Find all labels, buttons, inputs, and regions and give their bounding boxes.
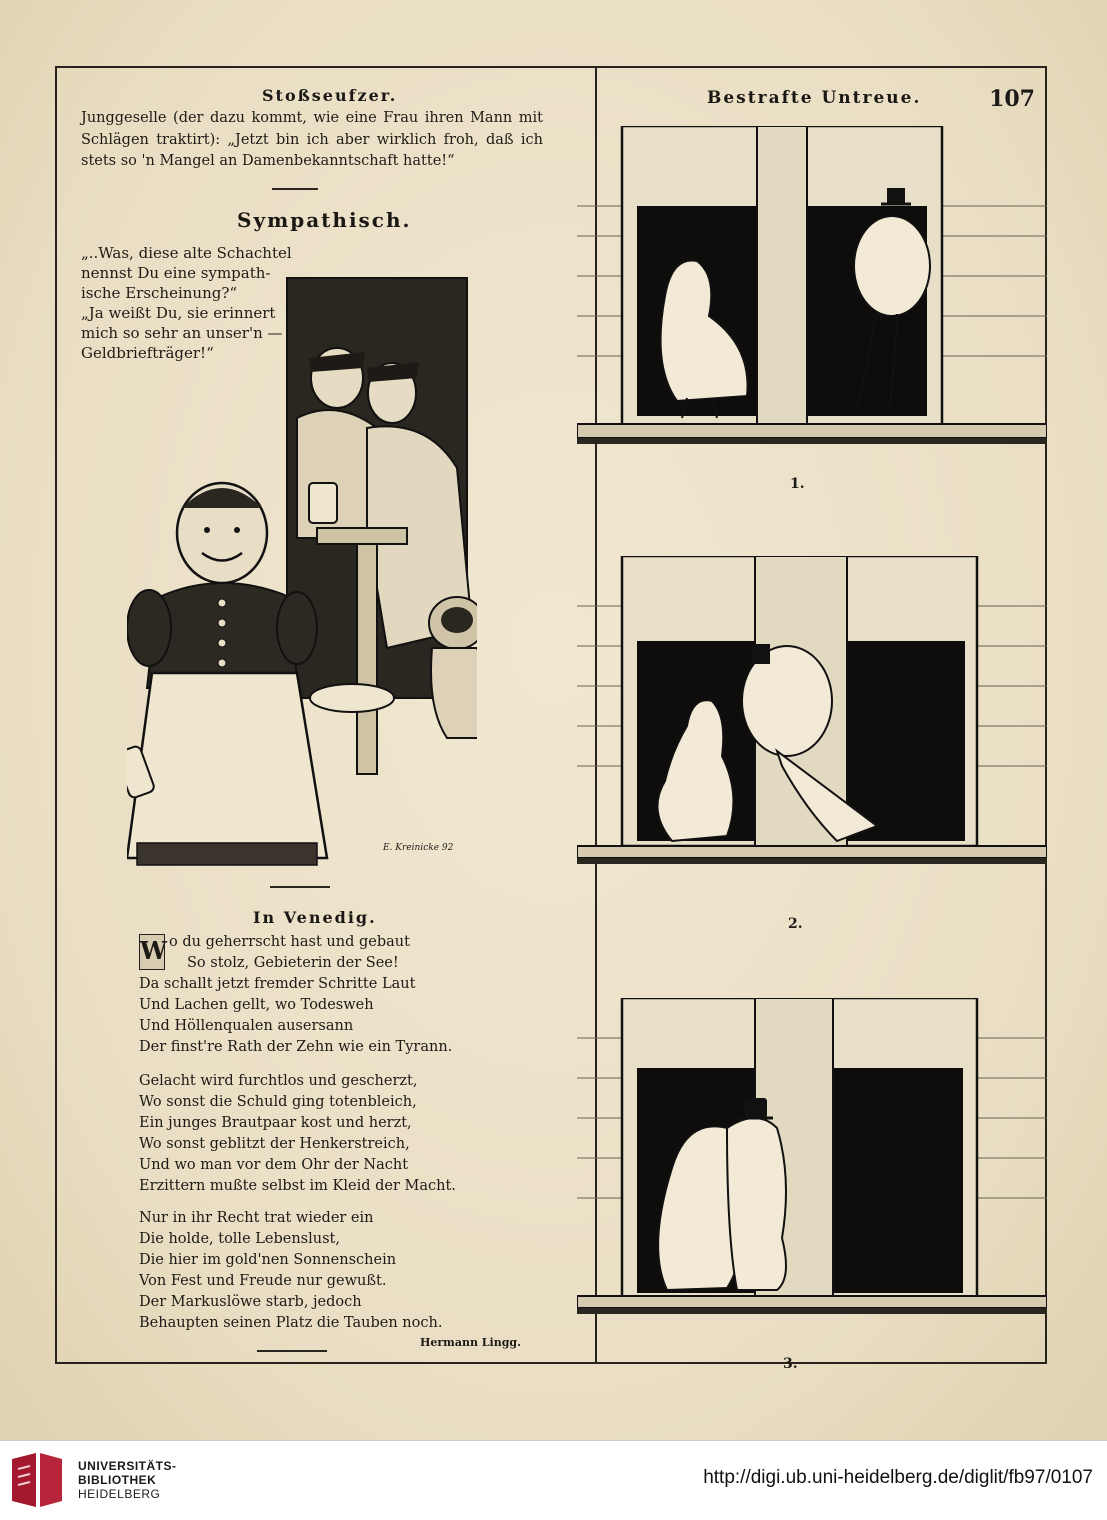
library-name-line: UNIVERSITÄTS-: [78, 1459, 177, 1473]
poem-line: Und wo man vor dem Ohr der Nacht: [139, 1157, 409, 1173]
poem-line: Und Lachen gellt, wo Todesweh: [139, 997, 374, 1013]
divider-rule: [257, 1350, 327, 1352]
poem-line: Behaupten seinen Platz die Tauben noch.: [139, 1315, 443, 1331]
page-number: 107: [989, 86, 1035, 112]
drop-cap-initial: W: [139, 934, 165, 970]
poem-line: Erzittern mußte selbst im Kleid der Macht.: [139, 1178, 456, 1194]
poem-line: o du geherrscht hast und gebaut: [169, 934, 410, 950]
poem-stanza-2: [139, 1071, 456, 1197]
heading-bestrafte-untreue: Bestrafte Untreue.: [707, 88, 922, 108]
library-footer: [0, 1440, 1107, 1520]
page-frame: [55, 66, 1047, 1372]
poem-stanza-1: [139, 932, 452, 1058]
pigeon-panel-2: [577, 556, 1047, 901]
poem-stanza-3: [139, 1208, 442, 1334]
pigeon-panel-1: [577, 126, 1047, 466]
library-name: [78, 1459, 177, 1501]
poem-line: Nur in ihr Recht trat wieder ein: [139, 1210, 374, 1226]
poem-line: Wo sonst geblitzt der Henkerstreich,: [139, 1136, 410, 1152]
caption-line: mich so sehr an unser'n —: [81, 324, 283, 342]
panel-number: 2.: [788, 916, 803, 932]
source-url-link[interactable]: http://digi.ub.uni-heidelberg.de/diglit/fb97/0107: [703, 1467, 1093, 1488]
poem-line: Da schallt jetzt fremder Schritte Laut: [139, 976, 416, 992]
poem-line: Gelacht wird furchtlos und gescherzt,: [139, 1073, 418, 1089]
heading-in-venedig: In Venedig.: [253, 908, 377, 927]
poem-line: Der Markuslöwe starb, jedoch: [139, 1294, 362, 1310]
panel-number: 3.: [783, 1356, 798, 1372]
poem-line: Die holde, tolle Lebenslust,: [139, 1231, 340, 1247]
caption-line: nennst Du eine sympath-: [81, 264, 271, 282]
divider-rule: [272, 188, 318, 190]
panel-number: 1.: [790, 476, 805, 492]
artist-signature: E. Kreinicke 92: [383, 843, 454, 853]
university-library-logo: [8, 1451, 66, 1511]
caption-line: „Ja weißt Du, sie erinnert: [81, 304, 276, 322]
cartoon-illustration: [127, 268, 477, 868]
poem-line: So stolz, Gebieterin der See!: [187, 955, 399, 971]
heading-sympathisch: Sympathisch.: [237, 208, 412, 232]
divider-rule: [270, 886, 330, 888]
poem-line: Die hier im gold'nen Sonnenschein: [139, 1252, 397, 1268]
caption-line: Geldbriefträger!“: [81, 344, 214, 362]
caption-line: „..Was, diese alte Schachtel: [81, 244, 292, 262]
paragraph-stossseufzer: Junggeselle (der dazu kommt, wie eine Frau ihren Mann mit Schlägen traktirt): „Jetzt bin ich aber wirklich froh, daß ich stets so 'n Mangel an Damenbekanntschaft hatte!“: [81, 110, 543, 169]
pigeon-panel-3: [577, 998, 1047, 1338]
poem-line: Von Fest und Freude nur gewußt.: [139, 1273, 387, 1289]
poem-author: Hermann Lingg.: [420, 1336, 521, 1349]
poem-line: Und Höllenqualen ausersann: [139, 1018, 354, 1034]
poem-line: Der finst're Rath der Zehn wie ein Tyrann.: [139, 1039, 453, 1055]
library-name-line: HEIDELBERG: [78, 1487, 161, 1501]
caption-line: ische Erscheinung?“: [81, 284, 238, 302]
library-name-line: BIBLIOTHEK: [78, 1473, 157, 1487]
heading-stossseufzer: Stoßseufzer.: [262, 86, 398, 105]
poem-line: Wo sonst die Schuld ging totenbleich,: [139, 1094, 417, 1110]
poem-line: Ein junges Brautpaar kost und herzt,: [139, 1115, 412, 1131]
